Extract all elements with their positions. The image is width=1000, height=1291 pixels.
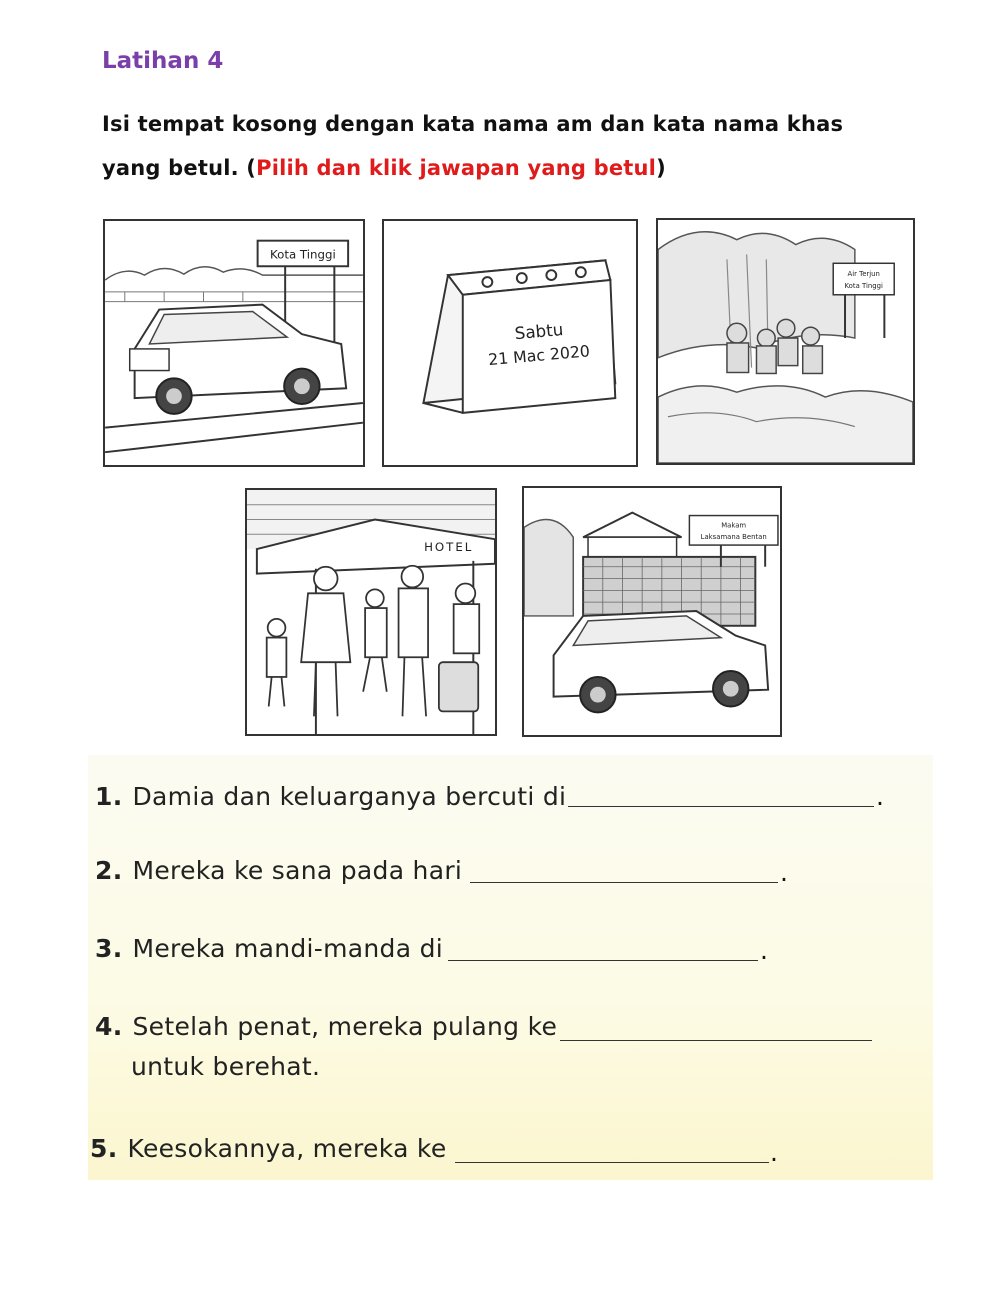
- sign-hotel: HOTEL: [424, 540, 474, 554]
- instruction-text: [102, 102, 902, 190]
- question-1: [95, 782, 566, 811]
- question-4-number: 4.: [95, 1012, 123, 1041]
- sign-waterfall-line1: Air Terjun: [847, 270, 880, 279]
- calendar-day: Sabtu: [513, 319, 565, 344]
- instruction-click-hint: Pilih dan klik jawapan yang betul: [256, 156, 657, 180]
- question-2-text: Mereka ke sana pada hari: [132, 856, 463, 885]
- makam-car-drawing: [524, 488, 780, 735]
- instruction-line-2-suffix: ): [656, 156, 666, 180]
- answer-blank-5[interactable]: [455, 1162, 769, 1163]
- question-3-number: 3.: [95, 934, 123, 963]
- question-1-end: .: [876, 782, 884, 811]
- question-3-text: Mereka mandi-manda di: [132, 934, 443, 963]
- question-3-end: .: [760, 936, 768, 965]
- question-2: [95, 856, 462, 885]
- question-5-text: Keesokannya, mereka ke: [127, 1134, 447, 1163]
- sign-makam-line2: Laksamana Bentan: [700, 533, 767, 542]
- sign-kota-tinggi: Kota Tinggi: [269, 247, 336, 262]
- answer-blank-2[interactable]: [470, 882, 778, 883]
- question-5: [90, 1134, 447, 1163]
- picture-makam: [522, 486, 782, 737]
- question-5-number: 5.: [90, 1134, 118, 1163]
- picture-hotel: [245, 488, 497, 736]
- question-4-line-2: untuk berehat.: [131, 1052, 321, 1081]
- hotel-drawing: [247, 490, 495, 734]
- answer-blank-3[interactable]: [448, 960, 758, 961]
- sign-waterfall-line2: Kota Tinggi: [844, 281, 883, 290]
- waterfall-drawing: [658, 220, 913, 463]
- exercise-title: Latihan 4: [102, 48, 224, 74]
- picture-waterfall: [656, 218, 915, 465]
- question-1-number: 1.: [95, 782, 123, 811]
- instruction-line-1: Isi tempat kosong dengan kata nama am dan kata nama khas: [102, 112, 844, 136]
- question-2-end: .: [780, 858, 788, 887]
- instruction-line-2-prefix: yang betul. (: [102, 156, 257, 180]
- answer-blank-4[interactable]: [560, 1040, 872, 1041]
- calendar-drawing: [384, 221, 636, 465]
- picture-calendar: [382, 219, 638, 467]
- question-sheet: [88, 755, 933, 1180]
- question-5-end: .: [770, 1138, 778, 1167]
- answer-blank-1[interactable]: [568, 806, 874, 807]
- picture-car-kota-tinggi: [103, 219, 365, 467]
- instruction-line-2: [102, 146, 902, 190]
- question-4: [95, 1012, 557, 1041]
- sign-makam-line1: Makam: [721, 521, 747, 530]
- question-1-text: Damia dan keluarganya bercuti di: [132, 782, 567, 811]
- question-3: [95, 934, 443, 963]
- car-road-drawing: [105, 221, 363, 465]
- calendar-date: 21 Mac 2020: [487, 341, 591, 370]
- question-2-number: 2.: [95, 856, 123, 885]
- question-4-text: Setelah penat, mereka pulang ke: [132, 1012, 558, 1041]
